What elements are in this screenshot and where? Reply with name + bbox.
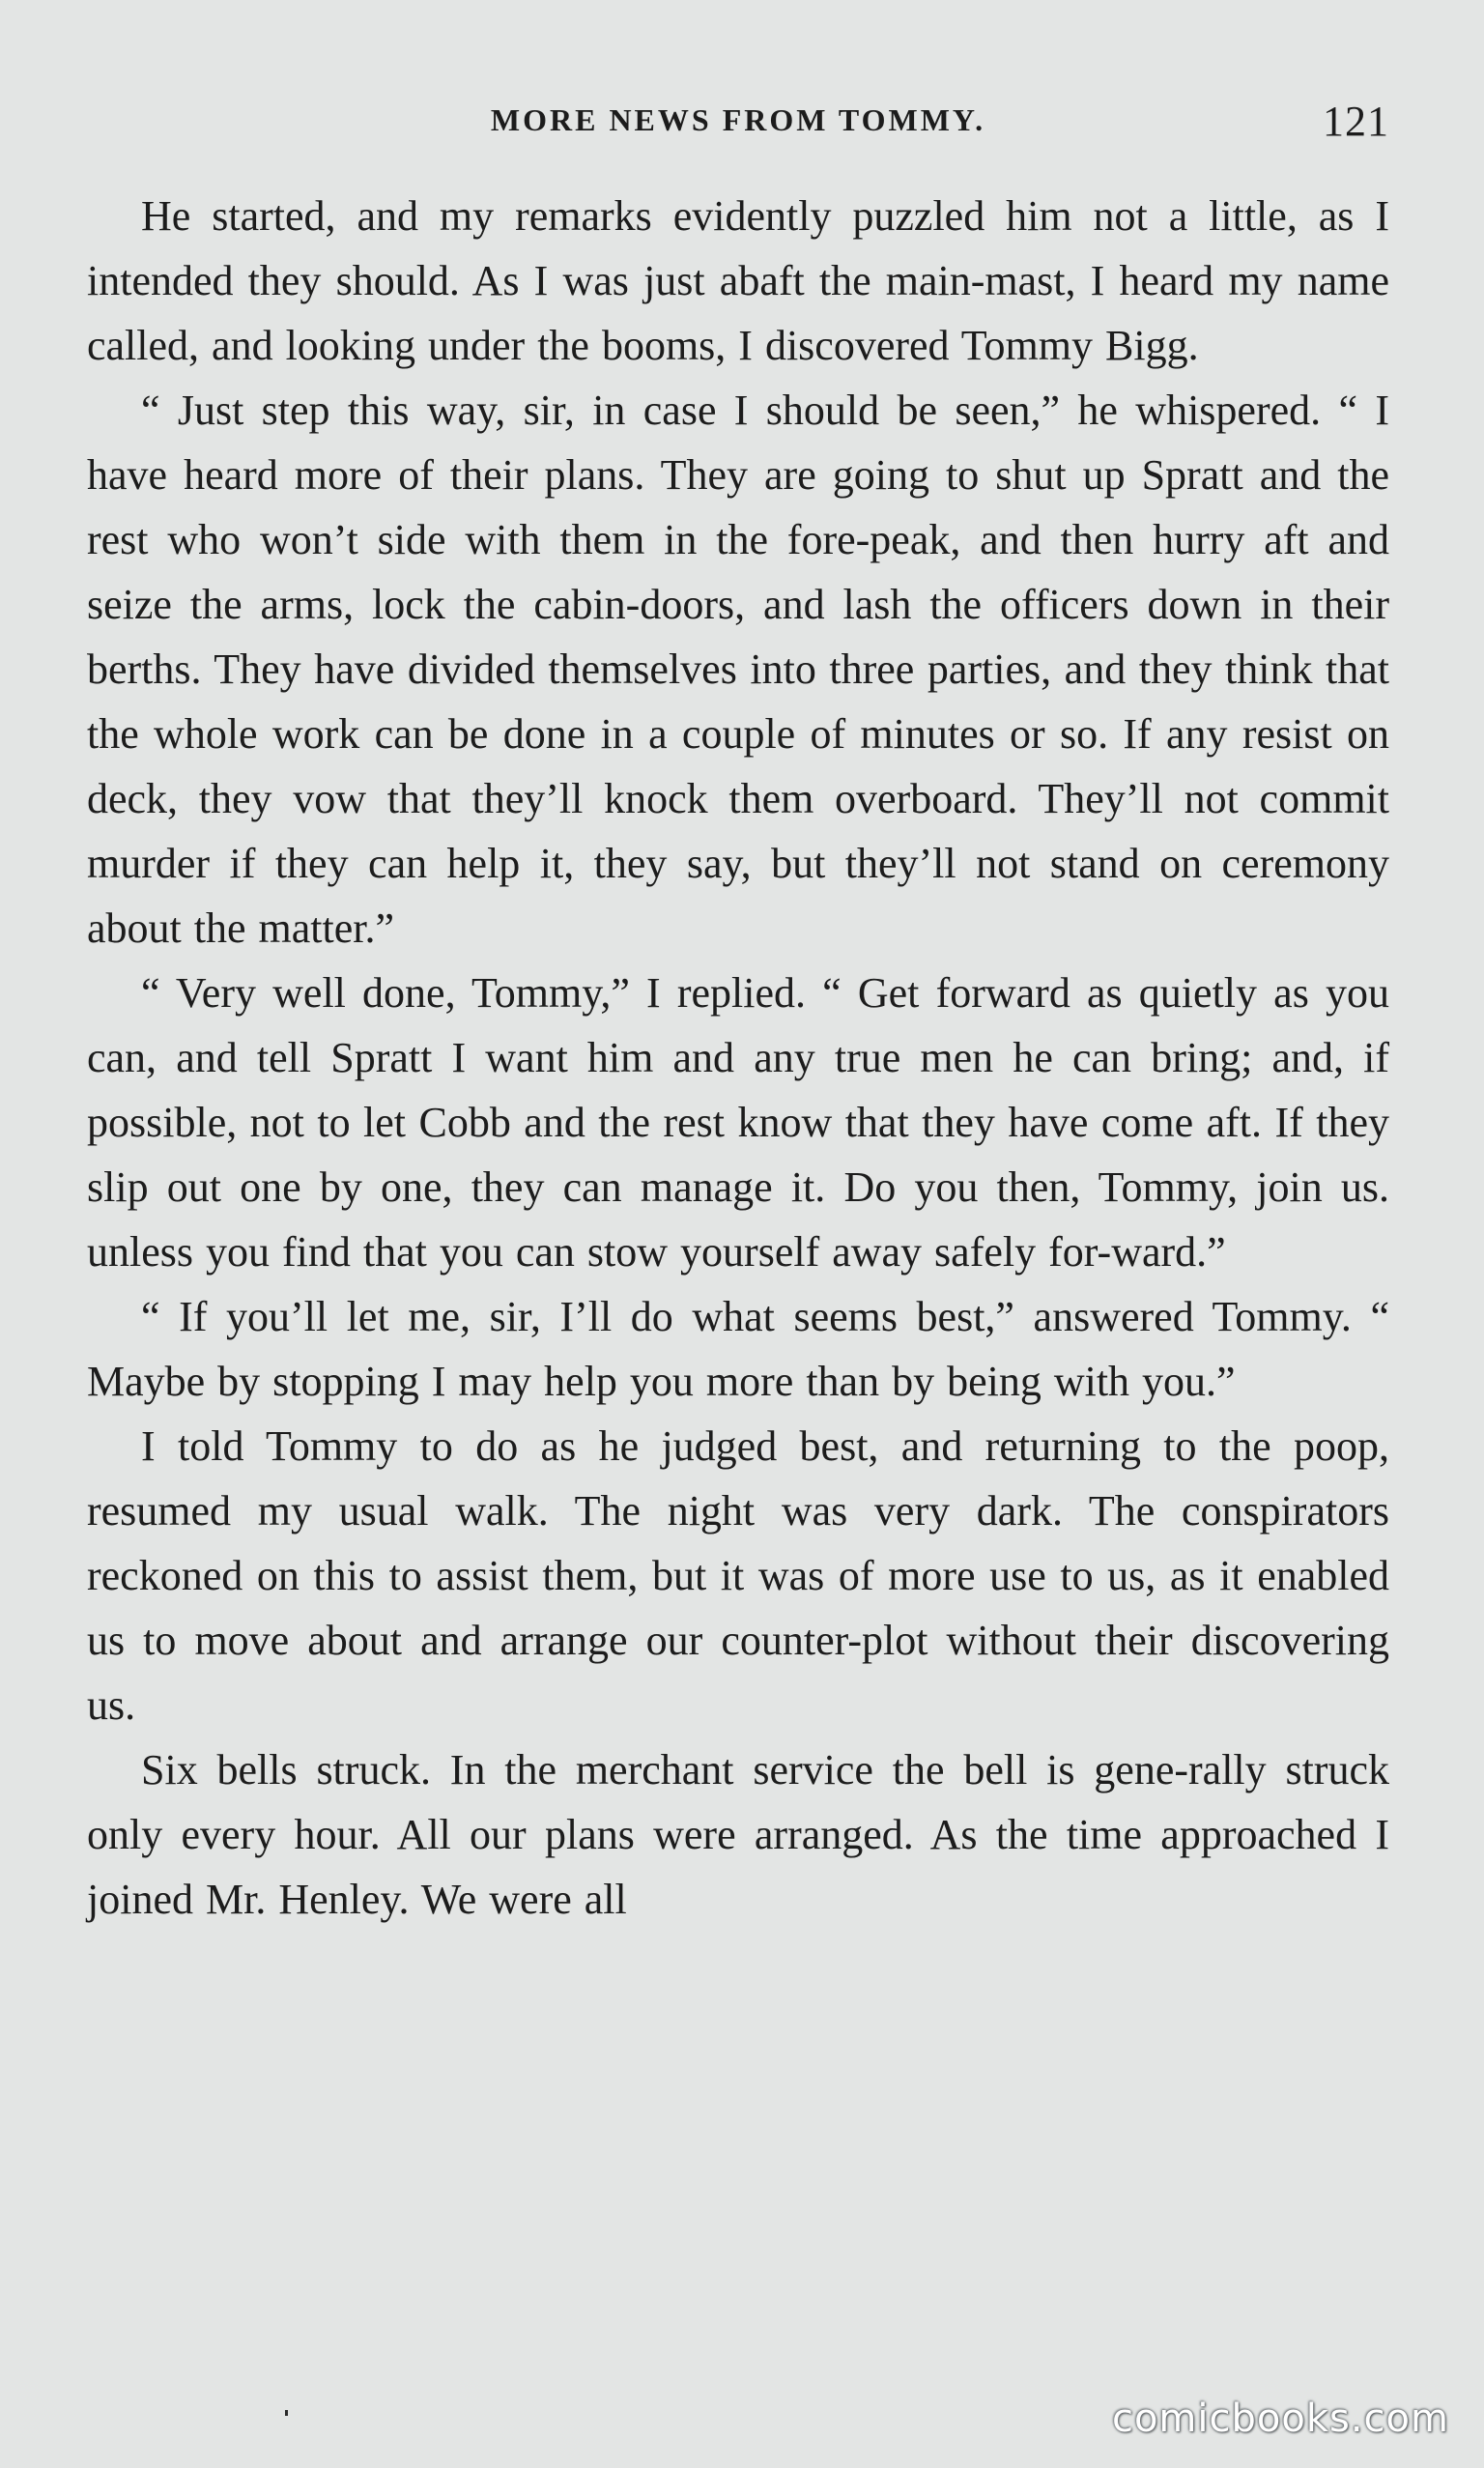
paragraph: I told Tommy to do as he judged best, and returning to the poop, resumed my usual walk. The night was very dark. The conspirators reckoned on this to assist them, but it was of more use to us, as it enabled us to move about and arrange our counter-plot without their discovering us. <box>87 1422 1389 1729</box>
paragraph: “ Just step this way, sir, in case I should be seen,” he whispered. “ I have heard more of their plans. They are going to shut up Spratt and the rest who won’t side with them in the fore-peak, and then hurry aft and seize the arms, lock the cabin-doors, and lash the officers down in their berths. They have divided themselves into three parties, and they think that the whole work can be done in a couple of minutes or so. If any resist on deck, they vow that they’ll knock them overboard. They’ll not commit murder if they can help it, they say, but they’ll not stand on ceremony about the matter.” <box>87 387 1389 952</box>
watermark: comicbooks.com <box>1111 2396 1449 2441</box>
page-number: 121 <box>1323 98 1389 145</box>
paragraph: Six bells struck. In the merchant service the bell is gene-rally struck only every hour. All our plans were arranged. As the time approached I joined Mr. Henley. We were all <box>87 1746 1389 1923</box>
paragraph: “ If you’ll let me, sir, I’ll do what seems best,” answered Tommy. “ Maybe by stopping I may help you more than by being with you.” <box>87 1293 1389 1405</box>
running-title: MORE NEWS FROM TOMMY. <box>490 102 986 137</box>
paragraph: “ Very well done, Tommy,” I replied. “ Get forward as quietly as you can, and tell Spratt I want him and any true men he can bring; and, if possible, not to let Cobb and the rest know that they have come aft. If they slip out one by one, they can manage it. Do you then, Tommy, join us. unless you find that you can stow yourself away safely for-ward.” <box>87 969 1389 1276</box>
paragraph: He started, and my remarks evidently puzzled him not a little, as I intended they should. As I was just abaft the main-mast, I heard my name called, and looking under the booms, I discovered Tommy Bigg. <box>87 192 1389 369</box>
ink-speck <box>285 2410 288 2416</box>
running-head <box>87 97 1389 155</box>
body-text <box>87 184 1389 1932</box>
